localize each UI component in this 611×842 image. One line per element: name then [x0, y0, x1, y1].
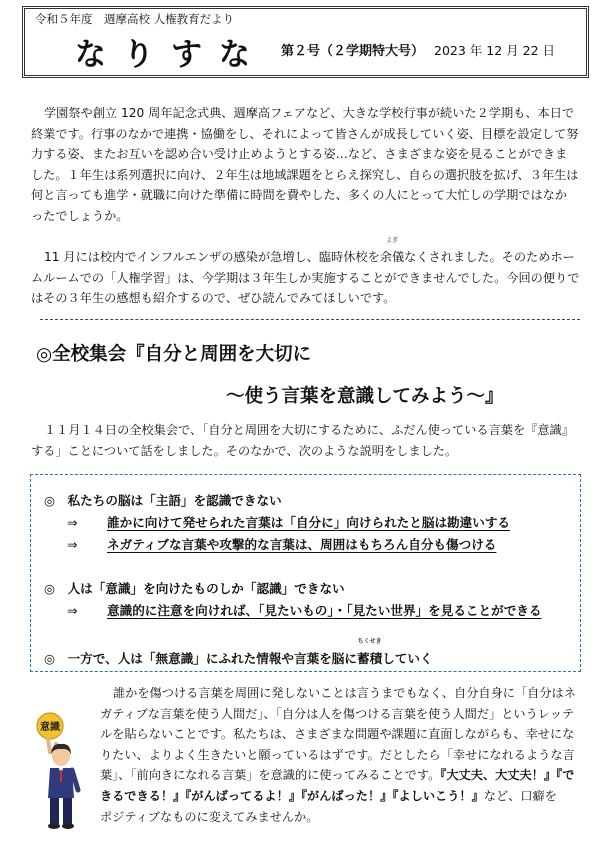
tie: [60, 770, 62, 782]
intro-line: 終業です。行事のなかで連携・協働をし、それによって皆さんが成長していく姿、目標を設定して努: [31, 126, 579, 141]
closing-line: [100, 765, 576, 786]
closing-bold-text: きるできる！』『がんばってるよ！』『がんばった！』『よしいこう！』: [100, 788, 484, 803]
closing-text: など、口癖を: [483, 788, 557, 803]
intro-text: 11 月には校内でインフルエンザの感染が急増し、臨時休校を: [44, 250, 380, 264]
intro-paragraph-2: [31, 237, 580, 309]
intro-paragraph-1: [31, 103, 578, 227]
arrow-icon: ⇒: [67, 603, 78, 618]
person-illustration: [28, 712, 92, 830]
point-sub-text: 誰かに向けて発せられた言葉は「自分に」向けられたと脳は勘違いする: [107, 515, 510, 530]
ruby-reading: よぎ: [385, 237, 398, 244]
point-sub-item: [67, 600, 541, 619]
intro-line: ムルームでの「人権学習」は、今学期は３年生しか実施することができませんでした。今回の便りで: [31, 270, 580, 285]
right-shoe: [62, 823, 74, 829]
closing-line: [100, 786, 576, 807]
closing-text: 葉」、「前向きになれる言葉」を意識的に使ってみることです。: [100, 768, 441, 783]
section-line: する」ことについて話をしました。そのなかで、次のような説明をしました。: [31, 443, 458, 458]
section-line: １１月１４日の全校集会で、「自分と周囲を大切にするために、ふだん使っている言葉を『意識』: [44, 423, 574, 437]
issue-number: 第２号（２学期特大号）: [281, 44, 425, 59]
point-sub-item: [67, 512, 510, 531]
point-text: ◎ 一方で、人は「無意識」にふれた情報や言葉を脳に: [44, 651, 357, 666]
section-divider: [40, 319, 580, 320]
ruby-base: 蓄積: [357, 651, 383, 666]
ruby-word: [357, 638, 383, 667]
closing-bold-text: 『大丈夫、大丈夫！』『で: [440, 768, 575, 783]
closing-line: ポジティブなものに変えてみませんか。: [100, 809, 319, 824]
right-leg: [63, 798, 72, 824]
intro-line: はその３年生の感想も紹介するので、ぜひ読んでみてほしいです。: [31, 291, 396, 306]
point-brain-subject: ◎ 私たちの脳は「主語」を認識できない: [44, 493, 282, 508]
intro-line: 学園祭や創立 120 周年記念式典、週摩高フェアなど、大きな学校行事が続いた２学期も、本日で: [44, 106, 575, 120]
intro-line: した。１年生は系列選択に向け、２年生は地域課題をとらえ探究し、自らの選択肢を拡げ、３年生は: [31, 167, 579, 182]
intro-text: なくされました。そのためホー: [404, 250, 575, 264]
newsletter-title: なりすな: [75, 37, 267, 73]
issue-date: 2023 年 12 月 22 日: [434, 43, 555, 58]
section-title-line-2: ～使う言葉を意識してみよう～』: [226, 386, 504, 407]
closing-paragraph: [100, 683, 576, 827]
closing-line: ガティブな言葉を使う人間だ」、「自分は人を傷つける言葉を使う人間だ」というレッテ: [100, 706, 575, 721]
closing-line: ルを貼らないことです。私たちは、さまざまな問題や課題に直面しながらも、幸せにな: [100, 727, 575, 742]
point-sub-text: ネガティブな言葉や攻撃的な言葉は、周囲はもちろん自分も傷つける: [107, 537, 497, 552]
point-attention: ◎ 人は「意識」を向けたものしか「認識」できない: [44, 581, 345, 596]
point-sub-text: 意識的に注意を向ければ、「見たいもの」・「見たい世界」を見ることができる: [107, 603, 542, 618]
arrow-icon: ⇒: [67, 537, 78, 552]
intro-line: [31, 237, 579, 268]
closing-line: 誰かを傷つける言葉を周囲に発しないことは言うまでもなく、自分自身に「自分はネ: [113, 686, 576, 700]
point-text: していく: [382, 651, 433, 666]
intro-line: 何と言っても進学・就職に向けた準備に時間を費やした、多くの人にとって大忙しの学期ではなか: [31, 188, 568, 203]
point-unconscious: [44, 638, 433, 667]
point-sub-item: [67, 534, 496, 553]
publication-name: 令和５年度 週摩高校 人権教育だより: [35, 12, 235, 26]
ruby-word: [379, 237, 405, 268]
ruby-base: 余儀: [379, 250, 405, 264]
arrow-icon: ⇒: [67, 515, 78, 530]
newsletter-header: [22, 6, 589, 78]
section-title-line-1: ◎全校集会『自分と周囲を大切に: [36, 344, 312, 365]
ruby-reading: ちくせき: [357, 638, 382, 645]
badge-label: 意識: [40, 722, 60, 733]
intro-line: 力する姿、またお互いを認め合い受け止めようとする姿…など、さまざまな姿を見ることができま: [31, 147, 568, 162]
left-shoe: [48, 823, 60, 829]
section-body: [31, 420, 574, 461]
closing-line: りたい、よりよく生きたいと願っているはずです。だとしたら「幸せになれるような言: [100, 747, 575, 762]
left-leg: [50, 798, 59, 824]
intro-line: ったでしょうか。: [31, 208, 129, 223]
